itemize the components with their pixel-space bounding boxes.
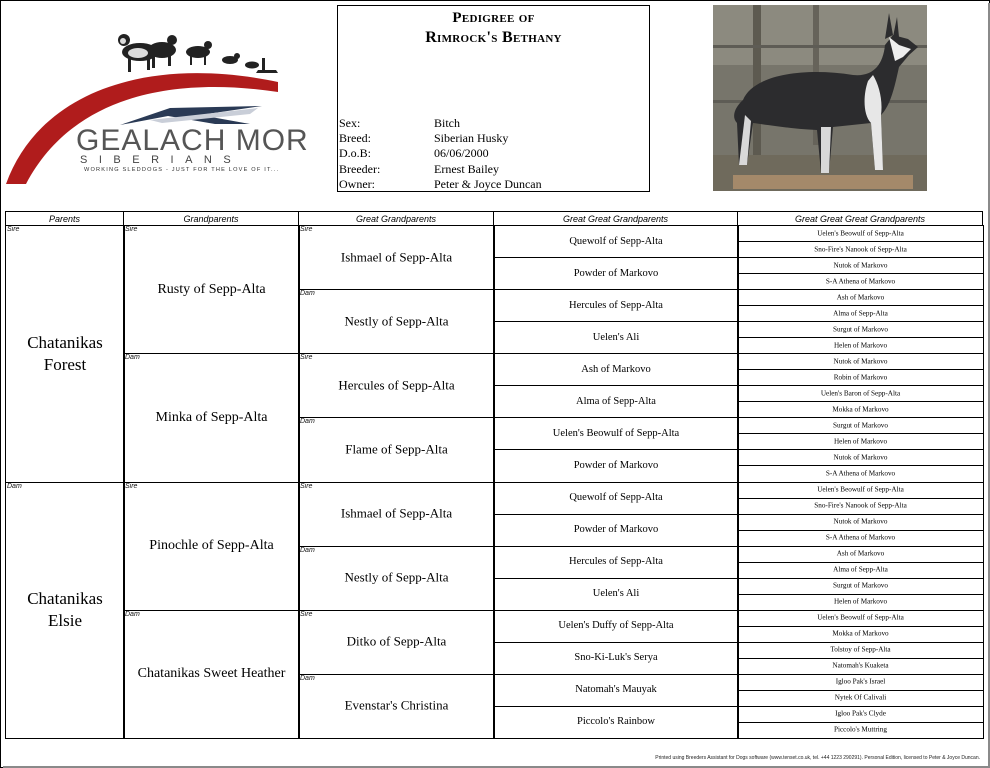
dam-label: Dam: [125, 610, 140, 618]
dog-name: Hercules of Sepp-Alta: [569, 299, 663, 311]
dog-name: Igloo Pak's Clyde: [835, 709, 886, 718]
pedigree-cell-g5: [737, 385, 984, 402]
dog-name: Nytek Of Calivali: [834, 693, 887, 702]
dog-name: Nutok of Markovo: [833, 453, 888, 462]
pedigree-cell-g5: [737, 241, 984, 258]
pedigree-cell-g5: [737, 578, 984, 595]
title-heading: Pedigree of: [452, 10, 535, 26]
dog-name: Surgut of Markovo: [833, 421, 888, 430]
dog-name: Natomah's Mauyak: [575, 684, 657, 696]
dog-name: Nutok of Markovo: [833, 357, 888, 366]
dog-name: Sno-Ki-Luk's Serya: [574, 652, 658, 664]
pedigree-cell-g4: [493, 546, 739, 579]
pedigree-cell-g4: [493, 449, 739, 482]
info-row-owner: [339, 177, 542, 192]
pedigree-cell-g4: [493, 642, 739, 675]
sire-label: Sire: [7, 226, 20, 233]
logo-tagline: WORKING SLEDDOGS - JUST FOR THE LOVE OF IT...: [84, 167, 280, 173]
dog-name: Natomah's Kuaketa: [832, 661, 889, 670]
sire-label: Sire: [300, 354, 313, 362]
pedigree-cell-g4: [493, 482, 739, 515]
dog-name: Uelen's Beowulf of Sepp-Alta: [817, 228, 904, 237]
pedigree-cell-g5: [737, 674, 984, 691]
dog-name: Uelen's Beowulf of Sepp-Alta: [552, 428, 680, 440]
pedigree-cell-g4: [493, 514, 739, 547]
pedigree-cell-g3: [298, 417, 495, 482]
info-value: Bitch: [434, 116, 460, 130]
info-label: Breeder:: [339, 161, 381, 176]
dog-name: Ash of Markovo: [581, 363, 651, 375]
pedigree-cell-g5: [737, 690, 984, 707]
pedigree-cell-g5: [737, 337, 984, 354]
dog-name: Tolstoy of Sepp-Alta: [830, 645, 891, 654]
header-parents: Parents: [5, 211, 124, 226]
pedigree-cell-g5: [737, 225, 984, 242]
pedigree-cell-g5: [737, 626, 984, 643]
pedigree-cell-g5: [737, 594, 984, 611]
sire-label: Sire: [300, 482, 313, 490]
info-value: Siberian Husky: [434, 131, 509, 146]
dog-name: Uelen's Beowulf of Sepp-Alta: [817, 613, 904, 622]
dog-name: Robin of Markovo: [833, 373, 888, 382]
dog-name: Quewolf of Sepp-Alta: [569, 235, 663, 247]
pedigree-cell-g4: [493, 578, 739, 611]
dog-name: Alma of Sepp-Alta: [833, 565, 888, 574]
pedigree-cell-g3: [298, 610, 495, 675]
pedigree-cell-g4: [493, 225, 739, 258]
dog-name: Nutok of Markovo: [833, 517, 888, 526]
dog-name: Chatanikas Forest: [27, 332, 103, 374]
dog-name: Minka of Sepp-Alta: [155, 409, 268, 425]
pedigree-cell-g5: [737, 546, 984, 563]
dog-name: Igloo Pak's Israel: [835, 677, 886, 686]
pedigree-cell-g2: [123, 353, 300, 482]
header-great-grandparents: Great Grandparents: [298, 211, 494, 226]
pedigree-cell-g1: [5, 482, 125, 740]
pedigree-cell-g3: [298, 289, 495, 354]
dog-name: Ishmael of Sepp-Alta: [340, 249, 453, 265]
dog-name: Nestly of Sepp-Alta: [344, 569, 449, 585]
sire-label: Sire: [125, 226, 138, 233]
header-grandparents: Grandparents: [123, 211, 299, 226]
pedigree-cell-g2: [123, 225, 300, 354]
dog-name: Nutok of Markovo: [833, 260, 888, 269]
sire-label: Sire: [125, 482, 138, 490]
dog-name: Piccolo's Muttring: [833, 725, 887, 734]
header-great-great-grandparents: Great Great Grandparents: [493, 211, 738, 226]
pedigree-cell-g5: [737, 610, 984, 627]
pedigree-cell-g2: [123, 482, 300, 611]
dog-name: Ash of Markovo: [836, 292, 885, 301]
header-great-great-great-grandparents: Great Great Great Grandparents: [737, 211, 983, 226]
dog-name: Nestly of Sepp-Alta: [344, 313, 449, 329]
pedigree-cell-g5: [737, 305, 984, 322]
dog-name: Uelen's Beowulf of Sepp-Alta: [817, 485, 904, 494]
pedigree-cell-g5: [737, 273, 984, 290]
pedigree-cell-g4: [493, 289, 739, 322]
info-row-dob: [339, 146, 542, 161]
pedigree-cell-g5: [737, 257, 984, 274]
pedigree-cell-g5: [737, 562, 984, 579]
footer-note: Printed using Breeders Assistant for Dogs software (www.tenset.co.uk, tel. +44 1223 290291). Personal Edition, licensed to Peter & Joyce Duncan.: [655, 755, 980, 761]
dam-label: Dam: [300, 546, 315, 554]
dog-name: Uelen's Ali: [592, 588, 640, 600]
dog-photo: [713, 5, 927, 191]
dog-name: S-A Athena of Markovo: [825, 533, 896, 542]
logo-word: GEALACH MOR: [76, 124, 309, 157]
dog-name: Surgut of Markovo: [833, 581, 888, 590]
pedigree-cell-g4: [493, 610, 739, 643]
dog-name: Piccolo's Rainbow: [576, 716, 655, 728]
husky-photo-icon: [713, 5, 927, 191]
dog-name: S-A Athena of Markovo: [825, 469, 896, 478]
title-box: [337, 5, 650, 192]
dog-name-title: Rimrock's Bethany: [425, 29, 562, 46]
pedigree-cell-g3: [298, 546, 495, 611]
kennel-logo: [0, 20, 320, 190]
info-row-sex: [339, 116, 542, 131]
dog-name: Helen of Markovo: [833, 437, 888, 446]
dog-name: Alma of Sepp-Alta: [576, 396, 656, 408]
dog-name: Alma of Sepp-Alta: [833, 308, 888, 317]
pedigree-cell-g5: [737, 498, 984, 515]
dog-name: Rusty of Sepp-Alta: [157, 281, 266, 297]
dog-name: Hercules of Sepp-Alta: [338, 377, 455, 393]
pedigree-cell-g3: [298, 353, 495, 418]
sire-label: Sire: [300, 610, 313, 618]
info-value: Ernest Bailey: [434, 161, 499, 176]
pedigree-cell-g5: [737, 514, 984, 531]
dog-name: Powder of Markovo: [573, 267, 659, 279]
dog-name: Helen of Markovo: [833, 341, 888, 350]
info-value: 06/06/2000: [434, 146, 489, 161]
dam-label: Dam: [300, 418, 315, 426]
pedigree-cell-g5: [737, 482, 984, 499]
dog-name: Flame of Sepp-Alta: [345, 441, 448, 457]
pedigree-cell-g5: [737, 706, 984, 723]
dog-name: Quewolf of Sepp-Alta: [569, 492, 663, 504]
pedigree-table: [5, 211, 983, 738]
dog-name: Uelen's Ali: [592, 331, 640, 343]
pedigree-cell-g4: [493, 674, 739, 707]
dam-label: Dam: [300, 290, 315, 298]
logo-subtitle: SIBERIANS: [80, 154, 243, 166]
dog-name: Evenstar's Christina: [344, 697, 449, 713]
pedigree-cell-g3: [298, 225, 495, 290]
dog-name: Pinochle of Sepp-Alta: [149, 538, 274, 554]
pedigree-cell-g5: [737, 417, 984, 434]
pedigree-cell-g3: [298, 674, 495, 739]
pedigree-cell-g5: [737, 658, 984, 675]
pedigree-cell-g5: [737, 369, 984, 386]
dog-name: Powder of Markovo: [573, 524, 659, 536]
dog-name: Chatanikas Elsie: [27, 589, 103, 631]
dog-name: Ditko of Sepp-Alta: [346, 633, 447, 649]
pedigree-cell-g5: [737, 642, 984, 659]
dog-name: Sno-Fire's Nanook of Sepp-Alta: [814, 501, 907, 510]
dog-info: [339, 116, 542, 192]
dog-name: Ishmael of Sepp-Alta: [340, 505, 453, 521]
pedigree-cell-g4: [493, 417, 739, 450]
dog-name: Sno-Fire's Nanook of Sepp-Alta: [814, 244, 907, 253]
pedigree-cell-g5: [737, 449, 984, 466]
pedigree-cell-g4: [493, 257, 739, 290]
info-label: D.o.B:: [339, 146, 372, 161]
sire-label: Sire: [300, 226, 313, 233]
pedigree-cell-g5: [737, 530, 984, 547]
pedigree-cell-g3: [298, 482, 495, 547]
dog-name: Hercules of Sepp-Alta: [569, 556, 663, 568]
pedigree-cell-g5: [737, 401, 984, 418]
dam-label: Dam: [300, 674, 315, 682]
dam-label: Dam: [125, 354, 140, 362]
pedigree-cell-g4: [493, 706, 739, 739]
pedigree-cell-g4: [493, 321, 739, 354]
dog-name: Chatanikas Sweet Heather: [137, 666, 286, 682]
dog-name: Surgut of Markovo: [833, 325, 888, 334]
dog-name: Powder of Markovo: [573, 460, 659, 472]
dog-name: Mokka of Markovo: [832, 405, 889, 414]
info-row-breed: [339, 131, 542, 146]
dog-name: Helen of Markovo: [833, 597, 888, 606]
pedigree-cell-g5: [737, 353, 984, 370]
pedigree-cell-g5: [737, 465, 984, 482]
dog-name: Ash of Markovo: [836, 549, 885, 558]
info-label: Owner:: [339, 176, 375, 191]
dog-name: Uelen's Duffy of Sepp-Alta: [558, 620, 674, 632]
info-label: Sex:: [339, 116, 361, 130]
pedigree-cell-g1: [5, 225, 125, 483]
info-value: Peter & Joyce Duncan: [434, 176, 542, 191]
pedigree-cell-g5: [737, 722, 984, 739]
info-row-breeder: [339, 162, 542, 177]
dam-label: Dam: [7, 482, 22, 490]
info-label: Breed:: [339, 131, 371, 146]
pedigree-cell-g4: [493, 353, 739, 386]
pedigree-cell-g5: [737, 433, 984, 450]
pedigree-cell-g4: [493, 385, 739, 418]
dog-name: Mokka of Markovo: [832, 629, 889, 638]
pedigree-cell-g2: [123, 610, 300, 739]
dog-name: Uelen's Baron of Sepp-Alta: [820, 389, 901, 398]
pedigree-cell-g5: [737, 321, 984, 338]
pedigree-cell-g5: [737, 289, 984, 306]
dog-name: S-A Athena of Markovo: [825, 276, 896, 285]
